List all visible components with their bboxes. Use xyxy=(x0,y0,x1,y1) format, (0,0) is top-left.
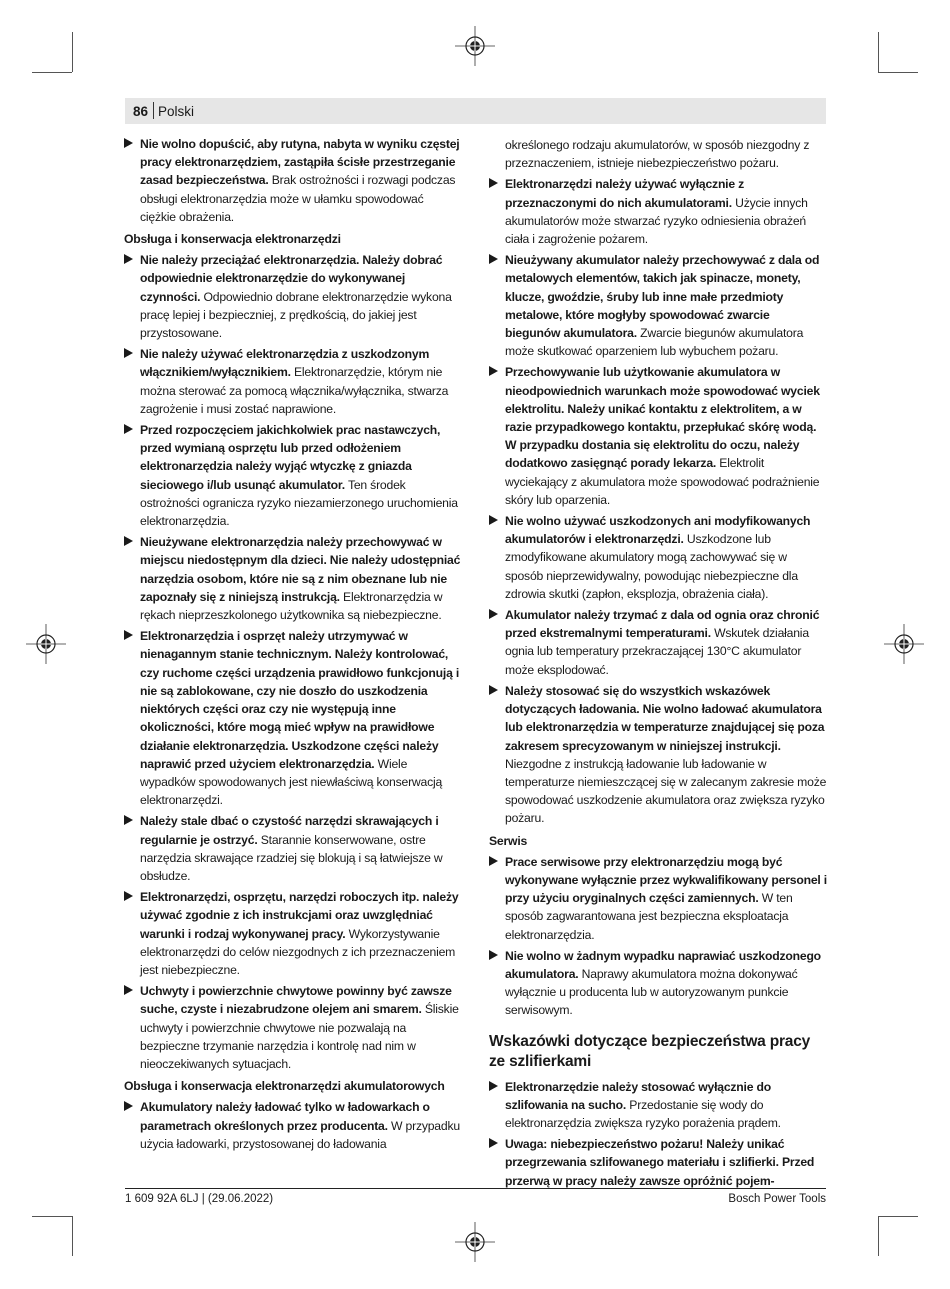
list-item: Należy stale dbać o czystość narzędzi skrawających i regularnie je ostrzyć. Starannie konserwowane, ostre narzędzia skrawające rzadziej się blokują i są łatwiejsze w obsłudze. xyxy=(124,812,462,885)
crop-mark xyxy=(72,1216,73,1256)
registration-mark-icon xyxy=(455,26,495,66)
section-heading: Serwis xyxy=(489,833,528,848)
list-item: Nie należy używać elektronarzędzia z uszkodzonym włącznikiem/wyłącznikiem. Elektronarzędzie, którym nie można sterować za pomocą włącznika/wyłącznika, stwarza zagrożenie i musi zostać naprawione. xyxy=(124,345,462,418)
footer-rule xyxy=(125,1188,826,1189)
crop-mark xyxy=(878,1216,918,1217)
triangle-bullet-icon xyxy=(489,515,498,525)
page-number: 86 xyxy=(133,104,149,119)
triangle-bullet-icon xyxy=(489,1138,498,1148)
list-item: Nie należy przeciążać elektronarzędzia. Należy dobrać odpowiednie elektronarzędzie do wykonywanej czynności. Odpowiednio dobrane elektronarzędzie wykona pracę lepiej i bezpieczniej, z prędkością, do jakiej jest przystosowane. xyxy=(124,251,462,342)
triangle-bullet-icon xyxy=(489,178,498,188)
list-item: Uwaga: niebezpieczeństwo pożaru! Należy unikać przegrzewania szlifowanego materiału i szlifierki. Przed przerwą w pracy należy zawsze opróżnić pojem- xyxy=(489,1135,827,1190)
crop-mark xyxy=(32,1216,72,1217)
triangle-bullet-icon xyxy=(124,630,133,640)
crop-mark xyxy=(878,32,879,72)
triangle-bullet-icon xyxy=(489,366,498,376)
triangle-bullet-icon xyxy=(489,856,498,866)
section-heading: Obsługa i konserwacja elektronarzędzi xyxy=(124,232,341,247)
triangle-bullet-icon xyxy=(124,254,133,264)
triangle-bullet-icon xyxy=(489,609,498,619)
crop-mark xyxy=(878,1216,879,1256)
footer-brand: Bosch Power Tools xyxy=(728,1193,826,1205)
header-divider xyxy=(153,102,154,119)
page-language: Polski xyxy=(158,104,195,119)
list-item: Prace serwisowe przy elektronarzędziu mogą być wykonywane wyłącznie przez wykwalifikowany personel i przy użyciu oryginalnych części zamiennych. W ten sposób zagwarantowana jest bezpieczna eksploatacja elektronarzędzia. xyxy=(489,853,827,944)
list-item: Elektronarzędzia i osprzęt należy utrzymywać w nienagannym stanie technicznym. Należy kontrolować, czy ruchome części urządzenia prawidłowo funkcjonują i nie są zablokowane, czy nie doszło do uszkodzenia niektórych części oraz czy nie występują inne okoliczności, które mogą mieć wpływ na prawidłowe działanie elektronarzędzia. Uszkodzone części należy naprawić przed użyciem elektronarzędzia. Wiele wypadków spowodowanych jest niewłaściwą konserwacją elektronarzędzi. xyxy=(124,627,462,809)
triangle-bullet-icon xyxy=(124,985,133,995)
triangle-bullet-icon xyxy=(124,891,133,901)
chapter-heading: Wskazówki dotyczące bezpieczeństwa pracy ze szlifierkami xyxy=(489,1032,811,1070)
list-item: Przed rozpoczęciem jakichkolwiek prac nastawczych, przed wymianą osprzętu lub przed odłożeniem elektronarzędzia należy wyjąć wtyczkę z gniazda sieciowego i/lub usunąć akumulator. Ten środek ostrożności ogranicza ryzyko niezamierzonego uruchomienia elektronarzędzia. xyxy=(124,421,462,530)
crop-mark xyxy=(32,72,72,73)
triangle-bullet-icon xyxy=(124,348,133,358)
list-item: Nie wolno w żadnym wypadku naprawiać uszkodzonego akumulatora. Naprawy akumulatora można dokonywać wyłącznie u producenta lub w autoryzowanym punkcie serwisowym. xyxy=(489,947,827,1020)
list-item: Nieużywane elektronarzędzia należy przechowywać w miejscu niedostępnym dla dzieci. Nie należy udostępniać narzędzia osobom, które nie są z nim obeznane lub nie zapoznały się z niniejszą instrukcją. Elektronarzędzia w rękach nieprzeszkolonego użytkownika są niebezpieczne. xyxy=(124,533,462,624)
list-item: Nie wolno używać uszkodzonych ani modyfikowanych akumulatorów i elektronarzędzi. Uszkodzone lub zmodyfikowane akumulatory mogą zachowywać się w sposób nieprzewidywalny, powodując niebezpieczne dla zdrowia skutki (zapłon, eksplozja, obrażenia ciała). xyxy=(489,512,827,603)
list-item: Nieużywany akumulator należy przechowywać z dala od metalowych elementów, takich jak spinacze, monety, klucze, gwoździe, śruby lub inne małe przedmioty metalowe, które mogłyby spowodować zwarcie biegunów akumulatora. Zwarcie biegunów akumulatora może skutkować oparzeniem lub wybuchem pożaru. xyxy=(489,251,827,360)
registration-mark-icon xyxy=(884,624,924,664)
triangle-bullet-icon xyxy=(124,138,133,148)
crop-mark xyxy=(72,32,73,72)
list-item: Należy stosować się do wszystkich wskazówek dotyczących ładowania. Nie wolno ładować akumulatora lub elektronarzędzia w temperaturze znajdującej się poza zakresem sprecyzowanym w niniejszej instrukcji. Niezgodne z instrukcją ładowanie lub ładowanie w temperaturze niemieszczącej się w zalecanym zakresie może spowodować uszkodzenie akumulatora oraz zwiększa ryzyko pożaru. xyxy=(489,682,827,828)
triangle-bullet-icon xyxy=(489,254,498,264)
list-item: Uchwyty i powierzchnie chwytowe powinny być zawsze suche, czyste i niezabrudzone olejem ani smarem. Śliskie uchwyty i powierzchnie chwytowe nie pozwalają na bezpieczne trzymanie narzędzia i kontrolę nad nim w nieoczekiwanych sytuacjach. xyxy=(124,982,462,1073)
right-column xyxy=(489,136,827,1193)
triangle-bullet-icon xyxy=(489,950,498,960)
triangle-bullet-icon xyxy=(124,1101,133,1111)
section-heading: Obsługa i konserwacja elektronarzędzi akumulatorowych xyxy=(124,1079,445,1094)
registration-mark-icon xyxy=(26,624,66,664)
triangle-bullet-icon xyxy=(124,424,133,434)
registration-mark-icon xyxy=(455,1222,495,1262)
footer-document-number: 1 609 92A 6LJ | (29.06.2022) xyxy=(125,1193,274,1205)
list-item: Nie wolno dopuścić, aby rutyna, nabyta w wyniku częstej pracy elektronarzędziem, zastąpiła ścisłe przestrzeganie zasad bezpieczeństwa. Brak ostrożności i rozwagi podczas obsługi elektronarzędzia może w ułamku spowodować ciężkie obrażenia. xyxy=(124,135,462,226)
triangle-bullet-icon xyxy=(489,685,498,695)
list-item: Przechowywanie lub użytkowanie akumulatora w nieodpowiednich warunkach może spowodować wyciek elektrolitu. Należy unikać kontaktu z elektrolitem, a w razie przypadkowego kontaktu, przepłukać skórę wodą. W przypadku dostania się elektrolitu do oczu, należy dodatkowo zasięgnąć porady lekarza. Elektrolit wyciekający z akumulatora może spowodować podrażnienie skóry lub oparzenia. xyxy=(489,363,827,509)
list-item-continuation: określonego rodzaju akumulatorów, w sposób niezgodny z przeznaczeniem, istnieje niebezpieczeństwo pożaru. xyxy=(505,138,810,171)
crop-mark xyxy=(878,72,918,73)
triangle-bullet-icon xyxy=(124,815,133,825)
list-item: Elektronarzędzi, osprzętu, narzędzi roboczych itp. należy używać zgodnie z ich instrukcjami oraz uwzględniać warunki i rodzaj wykonywanej pracy. Wykorzystywanie elektronarzędzi do celów niezgodnych z ich przeznaczeniem jest niebezpieczne. xyxy=(124,888,462,979)
left-column xyxy=(124,135,462,1156)
page-header-bar xyxy=(125,98,826,124)
triangle-bullet-icon xyxy=(124,536,133,546)
list-item: Elektronarzędzie należy stosować wyłącznie do szlifowania na sucho. Przedostanie się wody do elektronarzędzia zwiększa ryzyko porażenia prądem. xyxy=(489,1078,827,1133)
list-item: Akumulator należy trzymać z dala od ognia oraz chronić przed ekstremalnymi temperaturami. Wskutek działania ognia lub temperatury przekraczającej 130°C akumulator może eksplodować. xyxy=(489,606,827,679)
triangle-bullet-icon xyxy=(489,1081,498,1091)
list-item: Akumulatory należy ładować tylko w ładowarkach o parametrach określonych przez producenta. W przypadku użycia ładowarki, przystosowanej do ładowania xyxy=(124,1098,462,1153)
list-item: Elektronarzędzi należy używać wyłącznie z przeznaczonymi do nich akumulatorami. Użycie innych akumulatorów może stwarzać ryzyko odniesienia obrażeń ciała i zagrożenie pożarem. xyxy=(489,175,827,248)
